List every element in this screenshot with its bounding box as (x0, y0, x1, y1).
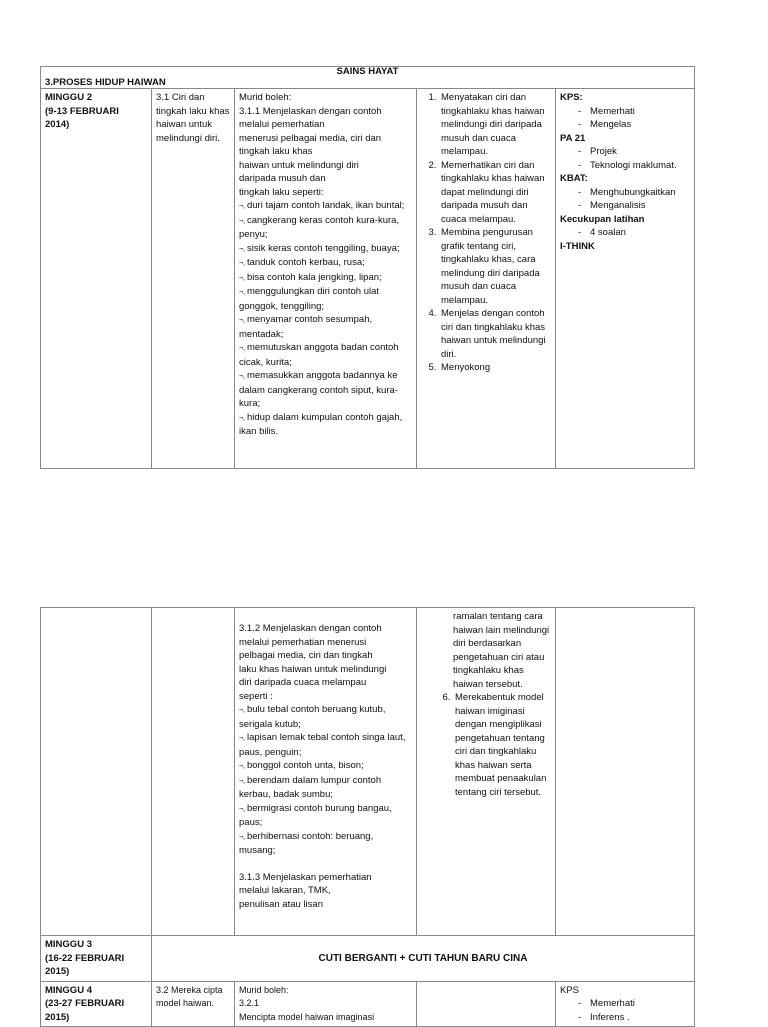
content-standard-cell (235, 89, 417, 469)
week-label: MINGGU 4 (45, 984, 92, 996)
activity-item: 2. Memerhatikan ciri dan tingkahlaku khas haiwan dapat melindungi diri daripada musuh dan cuaca melampau. (439, 159, 551, 227)
latihan-label: Kecukupan latihan (560, 213, 645, 225)
topic-cell (152, 89, 235, 469)
kps-list (560, 105, 690, 132)
example-item: ¬, menggulungkan diri contoh ulat gonggok, tenggiling; (239, 285, 412, 313)
week-year: 2015) (45, 966, 70, 977)
example-item: ¬, duri tajam contoh landak, ikan buntal; (239, 199, 412, 214)
example-item: ¬, bonggol contoh unta, bison; (239, 759, 412, 774)
content-line: melalui lakaran, TMK, (239, 885, 331, 896)
week-dates: (16-22 FEBRUARI (45, 952, 125, 964)
content4-cell (235, 981, 417, 1027)
kbat-item: - Menghubungkaitkan (578, 186, 690, 200)
content-line: 3.2.1 (239, 998, 260, 1008)
pa21-label: PA 21 (560, 132, 586, 144)
kps-item: - Mengelas (578, 118, 690, 132)
example-item: ¬, tanduk contoh kerbau, rusa; (239, 256, 412, 271)
lesson-table-2 (40, 607, 695, 1027)
example-item: ¬, menyamar contoh sesumpah, mentadak; (239, 313, 412, 341)
latihan-item: - 4 soalan (578, 226, 690, 240)
activity-item: 1. Menyatakan ciri dan tingkahlaku khas haiwan melindungi diri daripada musuh dan cuaca melampau. (439, 91, 551, 159)
content-line: daripada musuh dan (239, 173, 326, 184)
example-item: ¬, memasukkan anggota badannya ke dalam cangkerang contoh siput, kura-kura; (239, 369, 412, 411)
example-item: ¬, bulu tebal contoh beruang kutub, serigala kutub; (239, 703, 412, 731)
week-dates: (23-27 FEBRUARI (45, 998, 125, 1009)
content-line: seperti : (239, 690, 273, 702)
content-line: melalui pemerhatian menerusi (239, 636, 367, 648)
lesson-table-1 (40, 66, 695, 469)
kps-list (560, 997, 690, 1024)
week4-cell (41, 981, 152, 1027)
topic-text: 3.1 Ciri dan tingkah laku khas haiwan untuk melindungi diri. (156, 92, 230, 144)
kps-item: - Memerhati (578, 105, 690, 119)
content-line: tingkah laku seperti: (239, 186, 324, 198)
content-line: pelbagai media, ciri dan tingkah (239, 650, 373, 661)
activities-cell (417, 608, 556, 936)
week-label: MINGGU 3 (45, 939, 92, 950)
activities-list (421, 91, 551, 375)
kbat-item: - Menganalisis (578, 199, 690, 213)
topic-text: 3.2 Mereka cipta model haiwan. (156, 984, 223, 1008)
week-year: 2015) (45, 1011, 70, 1023)
latihan-list (560, 226, 690, 240)
example-item: ¬, cangkerang keras contoh kura-kura, penyu; (239, 214, 412, 242)
example-item: ¬, sisik keras contoh tenggiling, buaya; (239, 242, 412, 257)
content-standard-cell (235, 608, 417, 936)
activity-continued: ramalan tentang cara haiwan lain melindungi diri berdasarkan pengetahuan ciri atau tingkahlaku khas haiwan tersebut. (453, 611, 550, 690)
activity-item: 3. Membina pengurusan grafik tentang ciri, tingkahlaku khas, cara melindung diri daripada musuh dan cuaca melampau. (439, 226, 551, 307)
topic4-cell (152, 981, 235, 1027)
week-cell-empty (41, 608, 152, 936)
example-item: ¬, bisa contoh kala jengking, lipan; (239, 271, 412, 286)
kbat-list (560, 186, 690, 213)
kps-label: KPS (560, 984, 580, 996)
activities-list (435, 691, 551, 799)
activities4-cell (417, 981, 556, 1027)
section-heading: 3.PROSES HIDUP HAIWAN (41, 78, 695, 89)
content-line: Murid boleh: (239, 92, 292, 103)
content-line: Mencipta model haiwan imaginasi (239, 1011, 375, 1022)
table-title: SAINS HAYAT (41, 67, 695, 78)
kps-item: - Memerhati (578, 997, 690, 1011)
kps-item: - Inferens . (578, 1011, 690, 1025)
example-item: ¬, berhibernasi contoh: beruang, musang; (239, 830, 412, 858)
content-line: Murid boleh: (239, 984, 289, 995)
activity-item: 4. Menjelas dengan contoh ciri dan tingkahlaku khas haiwan untuk melindungi diri. (439, 307, 551, 361)
kbat-label: KBAT: (560, 173, 588, 184)
activity-item: 6. Merekabentuk model haiwan imiginasi dengan mengiplikasi pengetahuan tentang ciri dan tingkahlaku khas haiwan serta membuat penaakulan tentang ciri tersebut. (453, 691, 551, 799)
week3-cell (41, 936, 152, 982)
notes-cell (556, 89, 695, 469)
week-label: MINGGU 2 (45, 92, 92, 103)
pa21-item: - Teknologi maklumat. (578, 159, 690, 173)
content-line: penulisan atau lisan (239, 898, 323, 910)
ithink-label: I-THINK (560, 240, 595, 252)
pa21-item: - Projek (578, 145, 690, 159)
holiday-cell: CUTI BERGANTI + CUTI TAHUN BARU CINA (152, 936, 695, 982)
content-line: diri daripada cuaca melampau (239, 677, 367, 688)
example-item: ¬, hidup dalam kumpulan contoh gajah, ikan bilis. (239, 411, 412, 439)
content-line: 3.1.1 Menjelaskan dengan contoh (239, 105, 382, 117)
notes4-cell (556, 981, 695, 1027)
content-line: haiwan untuk melindungi diri (239, 159, 359, 171)
content-line: melalui pemerhatian (239, 119, 325, 130)
content-line: 3.1.3 Menjelaskan pemerhatian (239, 871, 372, 883)
content-line: menerusi pelbagai media, ciri dan (239, 132, 382, 144)
week-dates: (9-13 FEBRUARI (45, 105, 119, 117)
topic-cell-empty (152, 608, 235, 936)
activities-cell (417, 89, 556, 469)
activity-item: 5. Menyokong (439, 361, 551, 375)
notes-cell-empty (556, 608, 695, 936)
example-item: ¬, bermigrasi contoh burung bangau, paus; (239, 802, 412, 830)
content-line: laku khas haiwan untuk melindungi (239, 663, 387, 675)
example-item: ¬, lapisan lemak tebal contoh singa laut, paus, penguin; (239, 731, 412, 759)
example-item: ¬, berendam dalam lumpur contoh kerbau, badak sumbu; (239, 774, 412, 802)
kps-label: KPS: (560, 92, 583, 103)
content-line: 3.1.2 Menjelaskan dengan contoh (239, 623, 382, 634)
spacer (239, 858, 412, 871)
content-line: tingkah laku khas (239, 146, 313, 157)
example-item: ¬, memutuskan anggota badan contoh cicak, kurita; (239, 341, 412, 369)
week-cell (41, 89, 152, 469)
pa21-list (560, 145, 690, 172)
week-year: 2014) (45, 119, 70, 130)
